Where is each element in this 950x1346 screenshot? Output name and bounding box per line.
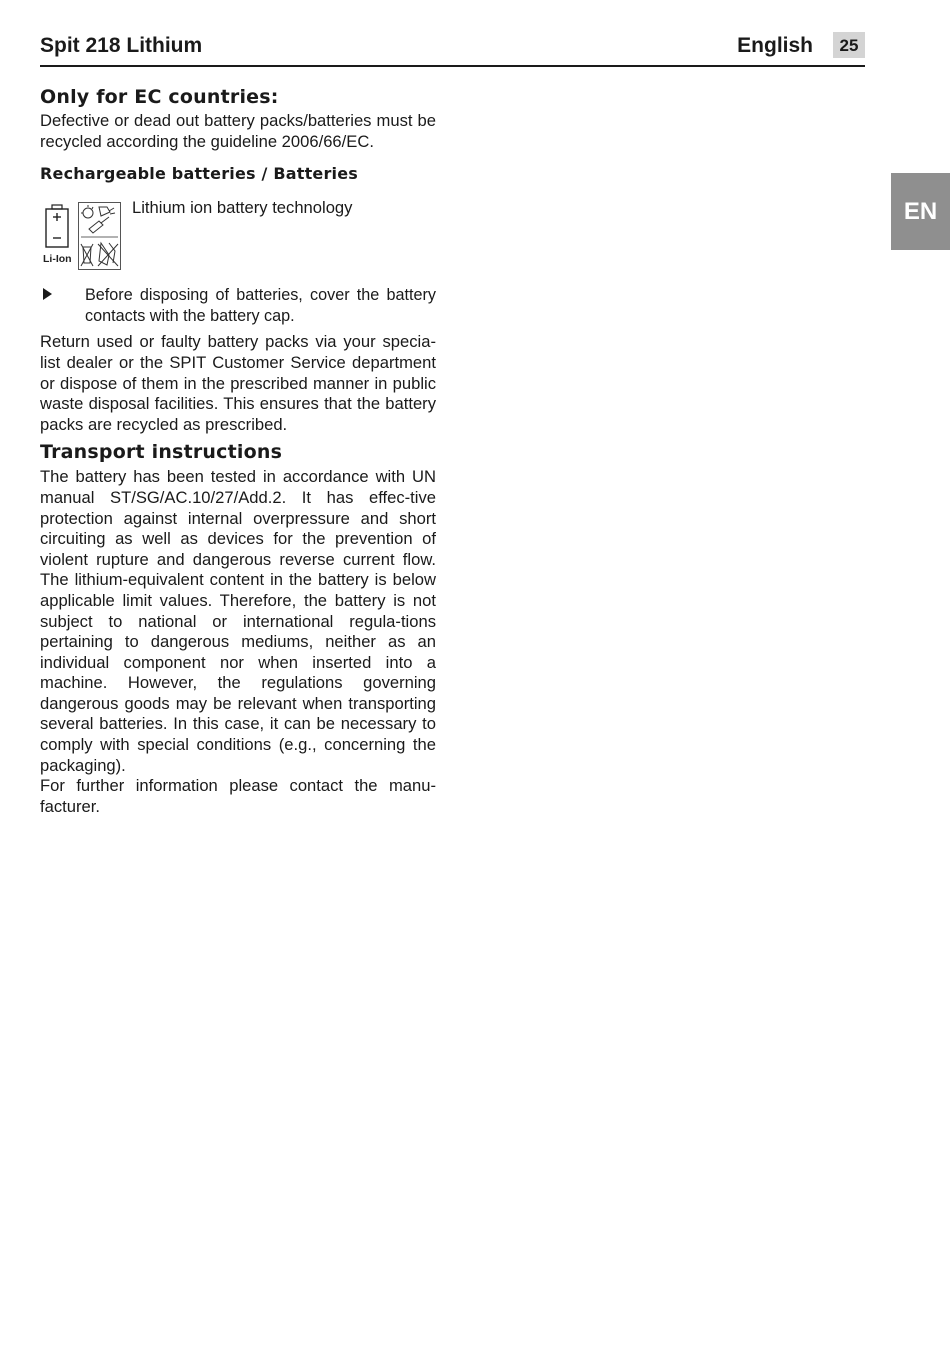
return-batteries-text: Return used or faulty battery packs via your specia-list dealer or the SPIT Customer Service department or dispose of them in the prescribed manner in public waste disposal facilities. This ensures that the battery packs are recycled as prescribed. [40,332,436,434]
main-column [40,86,436,817]
page-header [40,30,865,67]
battery-symbols-row [40,198,436,272]
transport-text: The battery has been tested in accordance with UN manual ST/SG/AC.10/27/Add.2. It has effec-tive protection against internal overpressure and short circuiting as well as devices for the prevention of violent rupture and dangerous reverse current flow. The lithium-equivalent content in the battery is below applicable limit values. Therefore, the battery is not subject to national or international regula-tions pertaining to dangerous mediums, neither as an individual component nor when inserted into a machine. However, the regulations governing dangerous goods may be relevant when transporting several batteries. In this case, it can be necessary to comply with special conditions (e.g., concerning the packaging). [40,467,436,775]
language-tab: EN [891,173,950,250]
rechargeable-batteries-heading: Rechargeable batteries / Batteries [40,164,359,184]
transport-instructions-heading: Transport instructions [40,441,283,464]
ec-countries-text: Defective or dead out battery packs/batteries must be recycled according the guideline 2006/66/EC. [40,111,436,151]
page-number: 25 [833,32,865,58]
bullet-text: Before disposing of batteries, cover the battery contacts with the battery cap. [85,286,436,325]
li-ion-label: Li-Ion [43,253,72,266]
header-language: English [737,34,813,57]
li-ion-battery-icon [42,204,76,266]
document-title: Spit 218 Lithium [40,34,203,57]
ec-countries-heading: Only for EC countries: [40,86,279,108]
disposal-bullet [40,285,436,326]
disposal-warning-icon [78,202,121,270]
lithium-ion-caption: Lithium ion battery technology [132,198,353,218]
contact-manufacturer-text: For further information please contact the manu-facturer. [40,776,436,816]
bullet-arrow-icon [43,288,52,300]
